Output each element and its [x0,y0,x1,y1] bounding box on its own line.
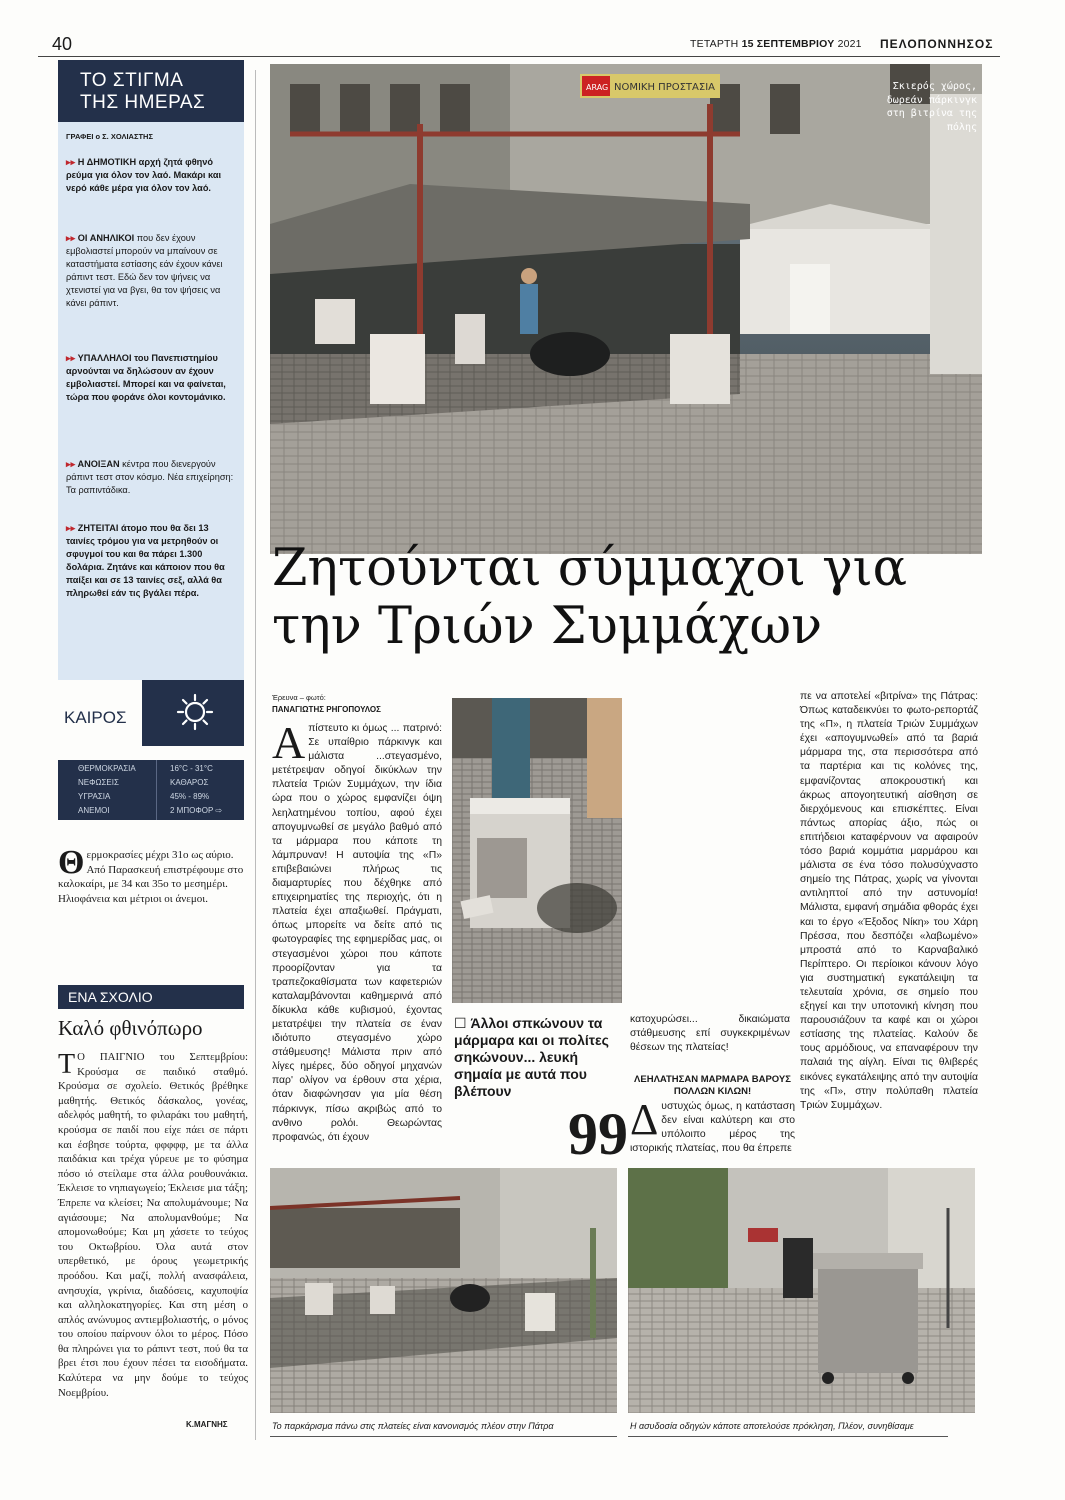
pull-quote: ☐ Άλλοι σπκώνουν τα μάρμαρα και οι πολίτες σηκώνουν... λευκή σημαία με αυτά που βλέπουν [454,1015,609,1099]
stigma-item: ▸▸ ΑΝΟΙΞΑΝ κέντρα που διενεργούν ράπιντ τεστ στον κόσμο. Νέα επιχείρηση: Τα ραπιντάδικα. [66,459,234,495]
bottom-left-caption: Το παρκάρισμα πάνω στις πλατείες είναι κανονισμός πλέον στην Πάτρα [272,1421,554,1431]
stigma-item: ▸▸ Η ΔΗΜΟΤΙΚΗ αρχή ζητά φθηνό ρεύμα για όλον τον λαό. Μακάρι και νερό κάθε μέρα για όλον τον λαό. [66,157,222,193]
sign-text: ΝΟΜΙΚΗ ΠΡΟΣΤΑΣΙΑ [614,82,715,93]
comment-signature: Κ.ΜΑΓΝΗΣ [186,1420,228,1429]
main-photo [270,64,982,554]
caption-rule [270,1436,617,1437]
caption-rule [628,1436,948,1437]
stigma-title-box: ΤΟ ΣΤΙΓΜΑ ΤΗΣ ΗΜΕΡΑΣ [58,60,244,122]
sun-icon [176,693,214,731]
bottom-right-caption: Η ασυδοσία οδηγών κάποτε αποτελούσε πρόκληση, Πλέον, συνηθίσαμε [630,1421,914,1431]
weather-row: ΑΝΕΜΟΙ 2 ΜΠΟΦΟΡ ⇨ [78,806,223,815]
issue-date: ΤΕΤΑΡΤΗ 15 ΣΕΠΤΕΜΒΡΙΟΥ 2021 [690,38,862,50]
quote-mark-icon: 99 [568,1101,628,1167]
comment-body: Τ Ο ΠΑΙΓΝΙΟ του Σεπτεμβρίου: Κρούσμα σε παιδικό σταθμό. Κρούσμα σε σχολείο. Θετικός βρέθηκε μαθητής. Θετικός δάσκαλος, γονέας, αδελφός μαθητή, το φιλαράκι του μαθητή, κρούσμα σε παιδί που είχε πάει σε πάρτι και έσβησε τούρτα, φφφφφ, με τα άλλα παιδάκια και τρέχα γύρευε με το φύσημα πόσο ιό στείλαμε στα άλλα ρουθουνάκια. Έκλεισε το νηπιαγωγείο; Έκλεισε μια τάξη; Έπρεπε να κλείσει; Να απολυμάνουμε; Να αγιάσουμε; Να απολυμανθούμε; Να απομονωθούμε; Και μη χάσετε το τεύχος του Οκτωβρίου. Όλα αυτά στον υπερθετικό, με όρους γεωμετρικής προόδου. Και μαζί, πολλή ανασφάλεια, ανησυχία, γκρίνια, διαδόσεις, καχυποψία και αλληλοκατηγορίες. Και στη μέση ο απλός ανώνυμος αντιεμβολιαστής, ο μόνος του οποίου παίρνουν όλοι το μέρος. Πόσο θα πληρώνει για το ράπιντ τεστ, πού θα τα βρει έτσι που έχουν πέσει τα εισοδήματα. Καλύτερα να μην δούμε το τεύχος Νοεμβρίου. [58,1049,248,1399]
weather-row: ΝΕΦΩΣΕΙΣ ΚΑΘΑΡΟΣ [78,778,209,787]
comment-label: ΕΝΑ ΣΧΟΛΙΟ [58,985,244,1009]
stigma-item: ▸▸ ΟΙ ΑΝΗΛΙΚΟΙ που δεν έχουν εμβολιαστεί μπορούν να μπαίνουν σε καταστήματα εστίασης εάν έχουν κάνει ράπιντ τεστ. Εδώ δεν τον ψήνεις να χτενιστεί για να βγει, θα τον ψήσεις να κάνει ράπιντ. [66,233,223,308]
article-column-2-top: κατοχυρώσει... δικαιώματα στάθμευσης επί συγκεκριμένων θέσεων της πλατείας! [630,1014,790,1054]
stigma-item: ▸▸ ΖΗΤΕΙΤΑΙ άτομο που θα δει 13 ταινίες τρόμου για να μετρηθούν οι σφυγμοί του και θα πάρει 1.300 δολάρια. Ζητάνε και κάποιον που θα παίξει και σε 13 ταινίες σεξ, αλλά θα πληρωθεί εάν τις βγάλει πέρα. [66,523,225,598]
bottom-right-photo [628,1168,975,1413]
weather-table [58,760,244,820]
weather-row: ΥΓΡΑΣΙΑ 45% - 89% [78,792,210,801]
column-base-photo [452,698,622,1003]
weather-icon-box [142,680,244,746]
article-subhead: ΛΕΗΛΑΤΗΣΑΝ ΜΑΡΜΑΡΑ ΒΑΡΟΥΣ ΠΟΛΛΩΝ ΚΙΛΩΝ! [634,1074,791,1097]
article-credit-label: Έρευνα – φωτό: [272,693,326,702]
article-author: ΠΑΝΑΓΙΩΤΗΣ ΡΗΓΟΠΟΥΛΟΣ [272,705,381,714]
main-photo-caption: Σκιερός χώρος, δωρεάν πάρκινγκ στη βιτρίνα της πόλης [886,81,977,133]
stigma-byline: ΓΡΑΦΕΙ ο Σ. ΧΟΛΙΑΣΤΗΣ [66,132,153,141]
weather-row: ΘΕΡΜΟΚΡΑΣΙΑ 16°C - 31°C [78,764,213,773]
sign-logo: ARAG [586,83,609,92]
column-divider [255,70,256,1440]
weather-text: Θερμοκρασίες μέχρι 31ο ως αύριο. Από Παρασκευή επιστρέφουμε στο καλοκαίρι, με 34 και 35ο το μεσημέρι. Ηλιοφάνεια και μέτριοι οι άνεμοι. [58,844,244,905]
page-number: 40 [52,34,73,54]
bottom-left-photo [270,1168,617,1413]
article-column-3: πε να αποτελεί «βιτρίνα» της Πάτρας: Όπως καταδεικνύει το φωτο-ρεπορτάζ της «Π», η πλατεία Τριών Συμμάχων έχει «απογυμνωθεί» από τα βαριά μάρμαρα της, στα περισσότερα από τα παρτέρια και τις κολόνες της, εμφανίζοντας αποκρουστική και άκρως απογοητευτική αίσθηση σε διερχόμενους και επισκέπτες. Είναι πάντως απορίας άξιο, πώς οι επιτήδειοι καταφέρνουν να αφαιρούν τόσο βαριά κομμάτια μαρμάρου και μάλιστα σε ένα τόσο πολυσύχναστο σημείο της Πάτρας, χωρίς να γίνονται αντιληπτοί από την αστυνομία! Μάλιστα, εμφανή σημάδια φθοράς έχει και το έργο «Έξοδος Νίκη» του Χάρη Πρέσσα, που δεσπόζει «λαβωμένο» μπροστά από το Καρναβαλικό Περίπτερο. Οι περίοικοι κάνουν λόγο για συστηματική εγκατάλειψη τα τελευταία χρόνια, σε σημείο που εξηγεί και την υποτονική κίνηση που παρουσιάζουν τα καφέ και οι χώροι εστίασης της πλατείας. Καλούν δε τους αρμόδιους, να επαναφέρουν την παλαιά της αίγλη. Είναι τις θλιβερές εικόνες εγκατάλειψης από την αυτοψία της «Π», στην πολύπαθη πλατεία Τριών Συμμάχων. [800,691,978,1111]
article-column-1: Απίστευτο κι όμως ... πατρινό: Σε υπαίθριο πάρκινγκ και μάλιστα ...στεγασμένο, μετέτρεψαν οδηγοί δικύκλων την πλατεία Τριών Συμμάχων, την ίδια ώρα που ο χώρος εμφανίζει όψη λεηλατημένου τοπίου, αφού έχει απογυμνωθεί σε μεγάλο βαθμό από τα μάρμαρα που κάποτε τη λάμπρυναν! Η αυτοψία της «Π» επιβεβαιώνει πλήρως τις διαμαρτυρίες που δέχθηκε από επιχειρηματίες της περιοχής, ότι η πλατεία έχει απαξιωθεί. Πράγματι, όπως μπορείτε να δείτε από τις φωτογραφίες της εφημερίδας μας, οι στεγασμένοι χώροι που κάποτε προορίζονταν για τα τραπεζοκαθίσματα των καφετεριών καταλαμβάνονται καθημερινά από δίκυκλα κάθε κυβισμού, έχοντας μετατρέψει την πλατεία σε έναν ιδιότυπο στεγασμένο χώρο στάθμευσης! Μάλιστα πριν από λίγες ημέρες, δύο οδηγοί μηχανών παρ' ολίγον να έρθουν στα χέρια, όταν διαφώνησαν για μία θέση πάρκινγκ, πίσω ακριβώς από το ανθινο ρολόι. Θεωρώντας προφανώς, ότι έχουν [272,717,442,1143]
article-column-2: Δυστυχώς όμως, η κατάσταση δεν είναι καλύτερη και στο υπόλοιπο μέρος της ιστορικής πλατείας, που θα έπρεπε [630,1095,795,1155]
header-rule [38,56,1000,57]
newspaper-name: ΠΕΛΟΠΟΝΝΗΣΟΣ [880,37,994,51]
stigma-item: ▸▸ ΥΠΑΛΛΗΛΟΙ του Πανεπιστημίου αρνούνται να δηλώσουν αν έχουν εμβολιαστεί. Μπορεί και να φαίνεται, τώρα που φοράνε όλοι κοντομάνικο. [66,353,226,402]
comment-title: Καλό φθινόπωρο [58,1016,203,1040]
weather-title: ΚΑΙΡΟΣ [64,708,127,727]
article-headline: Ζητούνται σύμμαχοι για την Τριών Συμμάχων [272,539,908,656]
